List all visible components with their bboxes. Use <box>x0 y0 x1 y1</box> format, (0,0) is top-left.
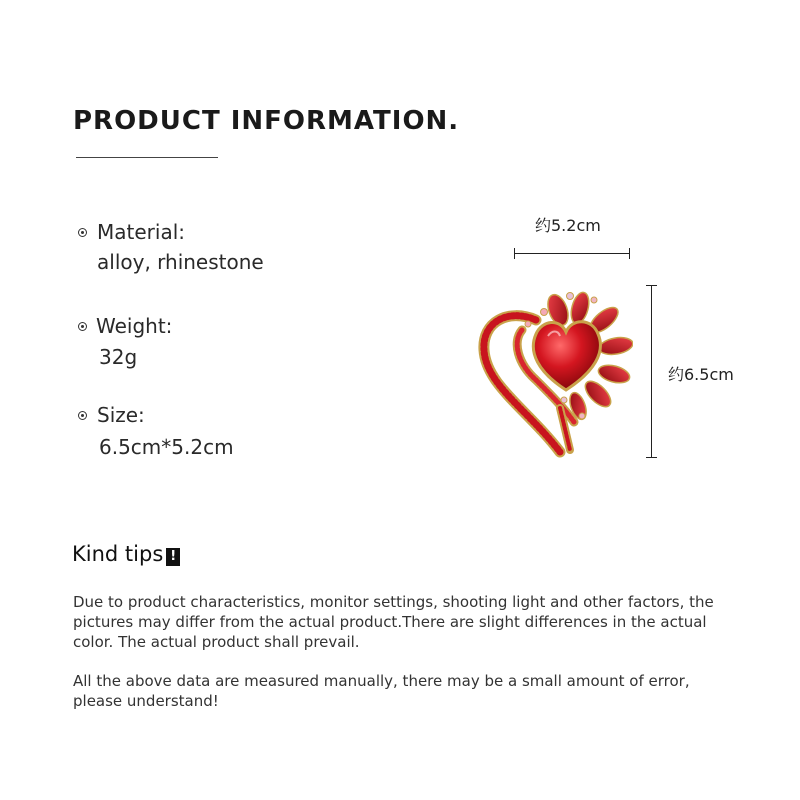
width-dimension-tick-right <box>629 248 630 259</box>
material-label: Material: <box>97 220 185 244</box>
kind-tips-heading <box>72 542 180 566</box>
width-dimension-line <box>514 253 630 254</box>
weight-value: 32g <box>99 345 138 369</box>
width-dimension-tick-left <box>514 248 515 259</box>
height-dimension-line <box>651 285 652 457</box>
kind-tips-title: Kind tips <box>72 542 164 566</box>
material-value: alloy, rhinestone <box>97 250 264 274</box>
weight-label: Weight: <box>96 314 173 338</box>
bullet-icon <box>78 228 87 237</box>
height-dimension-label: 约6.5cm <box>668 365 734 384</box>
bullet-icon <box>78 322 87 331</box>
page-title: PRODUCT INFORMATION. <box>73 106 460 136</box>
height-dimension-tick-bottom <box>646 457 657 458</box>
title-divider <box>76 157 218 158</box>
kind-tips-paragraph-2: All the above data are measured manually, there may be a small amount of error, please understand! <box>73 672 690 710</box>
size-value: 6.5cm*5.2cm <box>99 435 234 459</box>
width-dimension-label: 约5.2cm <box>535 216 601 235</box>
heart-brooch-image <box>478 290 633 458</box>
exclamation-icon: ! <box>166 548 180 566</box>
bullet-icon <box>78 411 87 420</box>
height-dimension-tick-top <box>646 285 657 286</box>
kind-tips-paragraph-1: Due to product characteristics, monitor settings, shooting light and other factors, the pictures may differ from the actual product.There are slight differences in the actual color. The actual product shall prevail. <box>73 593 714 651</box>
size-label: Size: <box>97 403 145 427</box>
